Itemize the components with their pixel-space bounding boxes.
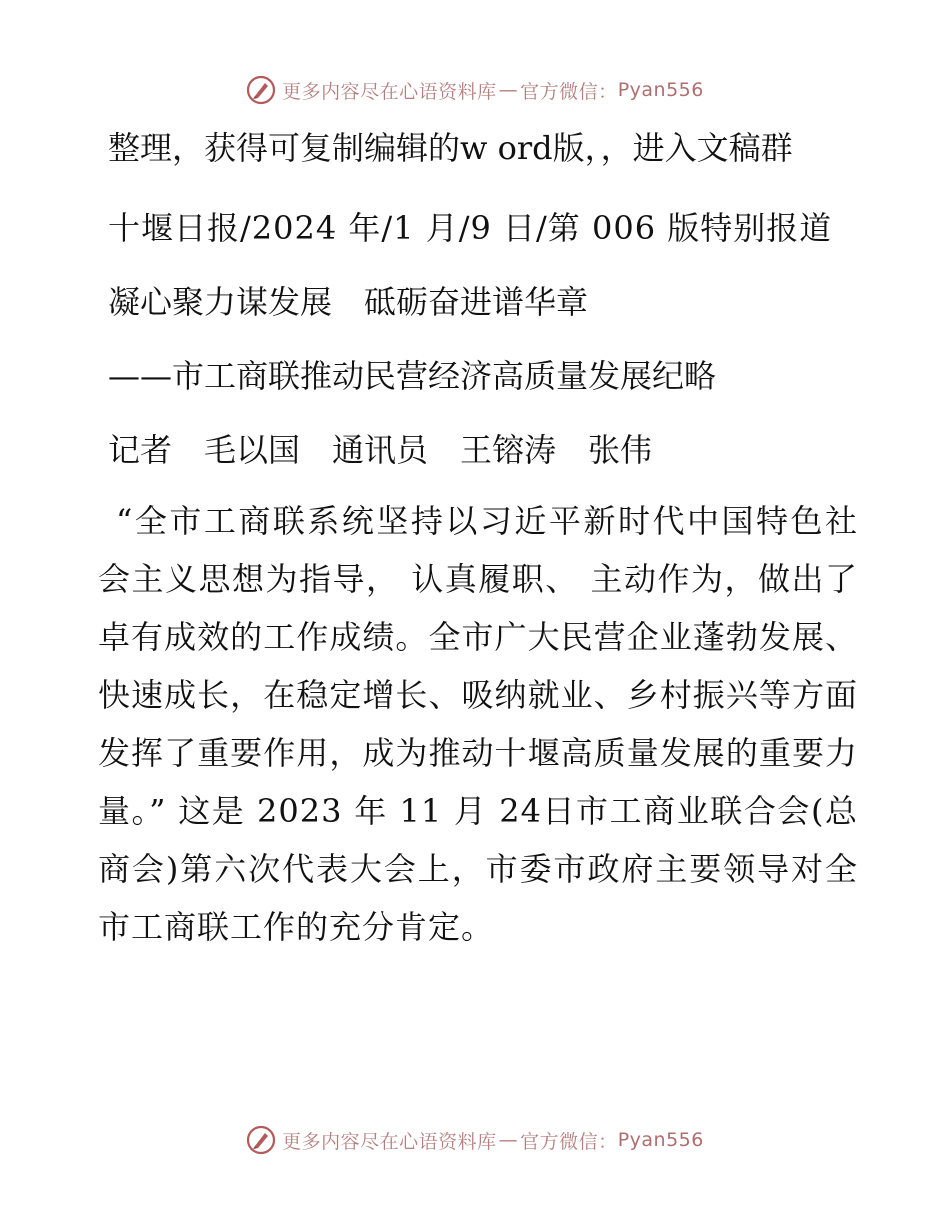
- intro-line: [98, 120, 858, 176]
- fountain-pen-logo-icon: [246, 75, 276, 105]
- banner-wechat-id: Pyan556: [617, 79, 704, 101]
- fountain-pen-logo-icon: [246, 1125, 276, 1155]
- document-body: [98, 120, 858, 956]
- byline: 记者 毛以国 通讯员 王镕涛 张伟: [108, 431, 653, 469]
- source-line: 十堰日报/2024 年/1 月/9 日/第 006 版特别报道: [108, 209, 833, 247]
- watermark-banner-top: [0, 70, 950, 110]
- body-paragraph: “全市工商联系统坚持以习近平新时代中国特色社会主义思想为指导， 认真履职、 主动作为，做出了卓有成效的工作成绩。全市广大民营企业蓬勃发展、快速成长，在稳定增长、吸纳就业、乡村振兴等方面发挥了重要作用，成为推动十堰高质量发展的重要力量。” 这是 2023 年 11 月 24日市工商业联合会(总商会)第六次代表大会上，市委市政府主要领导对全市工商联工作的充分肯定。: [98, 502, 858, 946]
- article-title: 凝心聚力谋发展 砥砺奋进谱华章: [108, 283, 589, 321]
- banner-separator: —: [498, 1129, 519, 1151]
- article-subtitle: ——市工商联推动民营经济高质量发展纪略: [108, 357, 717, 395]
- banner-wechat-id: Pyan556: [617, 1129, 704, 1151]
- banner-separator: —: [498, 79, 519, 101]
- banner-wechat-label: 官方微信：: [520, 1130, 618, 1153]
- watermark-banner-bottom: [0, 1120, 950, 1160]
- intro-text: 整理，获得可复制编辑的w ord版，，进入文稿群: [108, 129, 793, 167]
- banner-text: 更多内容尽在心语资料库: [282, 1130, 497, 1153]
- banner-text: 更多内容尽在心语资料库: [282, 80, 497, 103]
- banner-wechat-label: 官方微信：: [520, 80, 618, 103]
